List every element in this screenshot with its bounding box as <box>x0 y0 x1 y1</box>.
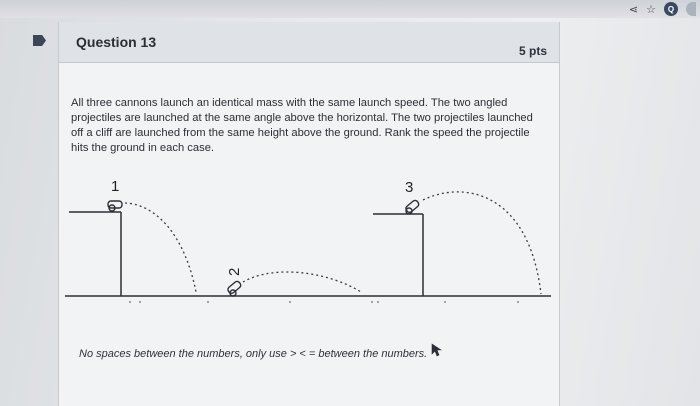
bookmark-star-icon[interactable]: ☆ <box>646 3 656 16</box>
question-header <box>59 22 559 63</box>
cannon-3 <box>405 199 420 214</box>
share-icon[interactable]: ⋖ <box>628 3 639 16</box>
question-points: 5 pts <box>518 44 547 58</box>
browser-toolbar-strip <box>0 0 700 18</box>
extension-badge-icon[interactable]: Q <box>664 2 678 16</box>
trajectory-2 <box>243 272 361 292</box>
question-prompt: All three cannons launch an identical mass with the same launch speed. The two angled projectiles are launched at the same angle above the horizontal. The two projectiles launched off a cliff are launched from the same height above the ground. Rank the speed the projectile hits the ground in each case. <box>71 97 533 154</box>
cannon-figure <box>59 172 559 332</box>
trajectory-1 <box>125 203 196 292</box>
cannon-2 <box>227 280 242 296</box>
cannon-3-label: 3 <box>405 179 414 196</box>
cliff-1 <box>69 212 121 296</box>
browser-icons <box>629 0 700 18</box>
cannon-2-label: 2 <box>226 267 243 276</box>
trajectory-3 <box>423 192 541 294</box>
question-marker-icon[interactable] <box>33 35 46 46</box>
answer-instruction: No spaces between the numbers, only use > < = between the numbers. <box>79 348 428 360</box>
cannon-1-label: 1 <box>111 178 120 195</box>
question-title: Question 13 <box>76 34 157 50</box>
mouse-cursor-icon <box>431 343 443 357</box>
question-card <box>58 22 560 406</box>
extension-icon[interactable] <box>686 2 696 16</box>
cannon-1 <box>108 201 122 211</box>
question-text <box>71 96 533 156</box>
cliff-3 <box>373 214 423 296</box>
